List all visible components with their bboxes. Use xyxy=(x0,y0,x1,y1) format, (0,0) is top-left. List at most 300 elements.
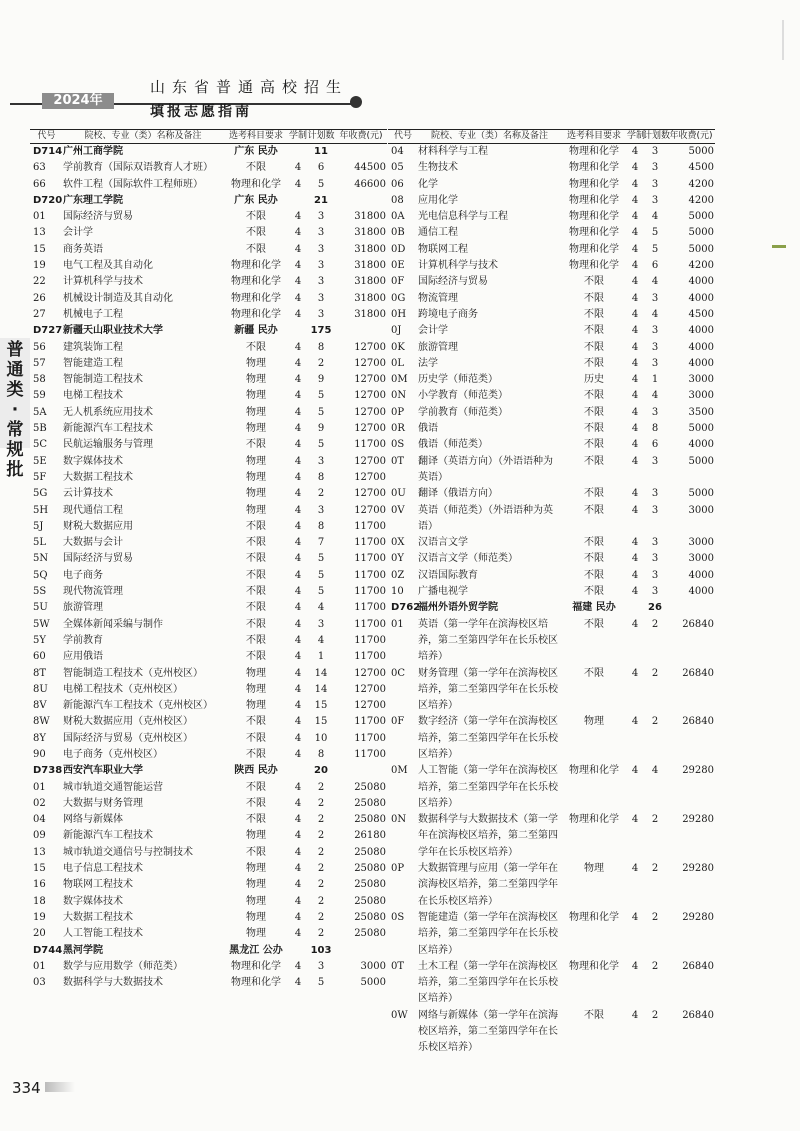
cell-years: 4 xyxy=(294,569,302,581)
cell-name: 会计学 xyxy=(418,325,448,337)
cell-req: 不限 xyxy=(246,211,266,223)
cell-code: 01 xyxy=(33,960,46,972)
cell-name: 计算机科学与技术 xyxy=(63,276,143,288)
cell-years: 4 xyxy=(294,977,302,989)
side-label: 普通类·常规批 xyxy=(6,340,24,480)
cell-code: D738 xyxy=(33,765,63,777)
table-row xyxy=(30,812,387,828)
cell-fee xyxy=(335,943,387,959)
cell-req: 不限 xyxy=(584,341,604,353)
cell-plan: 3 xyxy=(651,162,659,174)
cell-code: 0N xyxy=(391,390,407,402)
cell-req: 物理和化学 xyxy=(569,960,619,972)
cell-name: 计算机科学与技术 xyxy=(418,260,498,272)
cell-name: 新能源汽车工程技术 xyxy=(63,423,153,435)
cell-code: 13 xyxy=(33,846,46,858)
cell-plan: 4 xyxy=(317,634,325,646)
cell-years: 4 xyxy=(631,488,639,500)
cell-plan: 3 xyxy=(651,341,659,353)
cell-fee: 12700 xyxy=(354,423,386,435)
cell-name: 数字媒体技术 xyxy=(63,895,123,907)
cell-years: 4 xyxy=(631,243,639,255)
cell-req: 物理 xyxy=(246,374,266,386)
table-row xyxy=(388,225,715,241)
cell-fee: 5000 xyxy=(688,488,714,500)
table-row xyxy=(30,551,387,567)
cell-plan: 14 xyxy=(314,667,328,679)
cell-req: 广东 民办 xyxy=(234,146,278,157)
cell-req: 物理 xyxy=(246,471,266,483)
cell-fee: 5000 xyxy=(688,423,714,435)
cell-years: 4 xyxy=(294,504,302,516)
cell-name: 云计算技术 xyxy=(63,488,113,500)
cell-code: 01 xyxy=(391,618,404,630)
table-row xyxy=(30,242,387,258)
cell-plan: 3 xyxy=(651,504,659,516)
cell-req: 物理 xyxy=(246,683,266,695)
cell-plan: 3 xyxy=(651,146,659,157)
cell-req: 物理 xyxy=(246,423,266,435)
cell-years: 4 xyxy=(294,374,302,386)
table-row xyxy=(30,959,387,975)
cell-code: 5A xyxy=(33,406,47,418)
cell-code: 05 xyxy=(391,162,404,174)
institution-row xyxy=(30,144,387,161)
cell-name: 智能制造工程技术 xyxy=(63,374,143,386)
cell-plan: 3 xyxy=(317,260,325,272)
cell-fee: 25080 xyxy=(354,911,386,923)
table-row xyxy=(30,209,387,225)
table-row xyxy=(388,242,715,258)
cell-req: 不限 xyxy=(584,292,604,304)
cell-name: 电梯工程技术（克州校区） xyxy=(63,683,183,695)
cell-fee: 3500 xyxy=(688,406,714,418)
cell-req: 不限 xyxy=(246,341,266,353)
cell-name: 英语（师范类）（外语语种为英语） xyxy=(418,504,553,532)
cell-name: 汉语言文学 xyxy=(418,537,468,549)
table-row xyxy=(388,372,715,388)
cell-years: 4 xyxy=(631,211,639,223)
cell-name: 无人机系统应用技术 xyxy=(63,406,153,418)
cell-req: 不限 xyxy=(246,227,266,239)
table-row xyxy=(30,649,387,665)
cell-years: 4 xyxy=(294,537,302,549)
cell-code: 59 xyxy=(33,390,46,402)
cell-name: 电子商务（克州校区） xyxy=(63,748,163,760)
cell-plan: 20 xyxy=(314,765,328,777)
cell-fee: 4000 xyxy=(688,569,714,581)
cell-years: 4 xyxy=(631,325,639,337)
cell-code: 0S xyxy=(391,439,405,451)
cell-req: 不限 xyxy=(246,716,266,728)
table-row xyxy=(30,405,387,421)
table-row xyxy=(388,421,715,437)
cell-plan: 103 xyxy=(310,944,332,956)
cell-req: 不限 xyxy=(246,732,266,744)
cell-fee: 11700 xyxy=(354,586,386,598)
cell-name: 国际经济与贸易 xyxy=(63,211,133,223)
cell-years: 4 xyxy=(631,455,639,467)
cell-plan: 15 xyxy=(314,700,328,712)
cell-plan: 8 xyxy=(317,520,325,532)
cell-fee: 31800 xyxy=(354,276,386,288)
table-row xyxy=(30,828,387,844)
cell-fee: 11700 xyxy=(354,520,386,532)
cell-plan: 6 xyxy=(317,162,325,174)
cell-plan: 5 xyxy=(317,406,325,418)
table-row xyxy=(30,274,387,290)
cell-name: 机械电子工程 xyxy=(63,308,123,320)
cell-code: 57 xyxy=(33,357,46,369)
cell-years: 4 xyxy=(631,341,639,353)
cell-plan: 2 xyxy=(317,814,325,826)
cell-years: 4 xyxy=(631,814,639,826)
cell-req: 不限 xyxy=(584,618,604,630)
cell-fee: 11700 xyxy=(354,651,386,663)
table-row xyxy=(30,861,387,877)
cell-years: 4 xyxy=(294,700,302,712)
cell-years: 4 xyxy=(631,194,639,206)
table-row xyxy=(30,682,387,698)
th-plan: 计划数 xyxy=(643,130,667,144)
table-row xyxy=(388,910,715,959)
cell-name: 网络与新媒体（第一学年在滨海校区培养，第二至第四学年在长乐校区培养） xyxy=(418,1009,558,1054)
cell-name: 历史学（师范类） xyxy=(418,374,498,386)
cell-name: 学前教育 xyxy=(63,634,103,646)
cell-code: 8W xyxy=(33,716,50,728)
cell-fee: 4000 xyxy=(688,276,714,288)
cell-years: 4 xyxy=(631,911,639,923)
cell-req: 不限 xyxy=(584,308,604,320)
cell-req: 不限 xyxy=(246,602,266,614)
cell-code: 60 xyxy=(33,651,46,663)
margin-mark xyxy=(782,20,784,60)
cell-req: 不限 xyxy=(584,569,604,581)
cell-plan: 5 xyxy=(317,178,325,190)
cell-name: 城市轨道交通智能运营 xyxy=(63,781,163,793)
cell-fee: 3000 xyxy=(688,504,714,516)
cell-plan: 3 xyxy=(651,357,659,369)
cell-years: 4 xyxy=(294,846,302,858)
cell-fee: 5000 xyxy=(688,146,714,157)
table-row xyxy=(388,388,715,404)
cell-req: 不限 xyxy=(584,504,604,516)
cell-name: 新能源汽车工程技术 xyxy=(63,830,153,842)
cell-name: 民航运输服务与管理 xyxy=(63,439,153,451)
institution-row xyxy=(30,193,387,209)
cell-code: 5F xyxy=(33,471,47,483)
cell-years: 4 xyxy=(631,292,639,304)
cell-req: 不限 xyxy=(584,439,604,451)
cell-years: 4 xyxy=(294,748,302,760)
cell-plan: 3 xyxy=(651,537,659,549)
table-row xyxy=(30,160,387,176)
table-row xyxy=(30,486,387,502)
cell-fee: 12700 xyxy=(354,504,386,516)
cell-plan: 3 xyxy=(651,406,659,418)
cell-name: 智能建造（第一学年在滨海校区培养，第二至第四学年在长乐校区培养） xyxy=(418,911,558,956)
cell-years: 4 xyxy=(631,765,639,777)
cell-code: 0N xyxy=(391,814,407,826)
cell-fee: 26180 xyxy=(354,830,386,842)
cell-years: 4 xyxy=(631,178,639,190)
table-row xyxy=(30,747,387,763)
cell-fee: 12700 xyxy=(354,683,386,695)
cell-req: 不限 xyxy=(246,537,266,549)
cell-fee: 11700 xyxy=(354,537,386,549)
cell-name: 跨境电子商务 xyxy=(418,308,478,320)
cell-name: 旅游管理 xyxy=(63,602,103,614)
cell-req: 不限 xyxy=(584,357,604,369)
cell-name: 电子信息工程技术 xyxy=(63,863,143,875)
cell-fee: 26840 xyxy=(682,1009,714,1021)
cell-years: 4 xyxy=(294,928,302,940)
th-name: 院校、专业（类）名称及备注 xyxy=(63,130,223,144)
table-row xyxy=(30,877,387,893)
cell-code: 5E xyxy=(33,455,47,467)
cell-plan: 3 xyxy=(317,243,325,255)
table-row xyxy=(388,291,715,307)
cell-code: D744 xyxy=(33,944,63,956)
cell-req: 不限 xyxy=(584,423,604,435)
cell-years: 4 xyxy=(294,227,302,239)
cell-req: 物理和化学 xyxy=(569,243,619,255)
table-row xyxy=(30,731,387,747)
cell-name: 电梯工程技术 xyxy=(63,390,123,402)
cell-fee: 12700 xyxy=(354,700,386,712)
cell-code: 13 xyxy=(33,227,46,239)
cell-code: 10 xyxy=(391,586,404,598)
cell-req: 不限 xyxy=(584,390,604,402)
cell-fee: 3000 xyxy=(688,390,714,402)
cell-plan: 2 xyxy=(317,357,325,369)
table-row xyxy=(388,568,715,584)
cell-code: 8V xyxy=(33,700,47,712)
cell-name: 数字经济（第一学年在滨海校区培养，第二至第四学年在长乐校区培养） xyxy=(418,716,558,760)
cell-plan: 21 xyxy=(314,194,328,206)
th-years: 学制 xyxy=(627,130,643,144)
institution-row xyxy=(30,943,387,959)
table-row xyxy=(30,796,387,812)
cell-plan: 2 xyxy=(317,830,325,842)
cell-years: 4 xyxy=(294,683,302,695)
cell-fee: 11700 xyxy=(354,602,386,614)
cell-years: 4 xyxy=(294,586,302,598)
cell-plan: 10 xyxy=(314,732,328,744)
cell-fee: 3000 xyxy=(688,553,714,565)
cell-fee: 3000 xyxy=(688,537,714,549)
table-row xyxy=(30,698,387,714)
cell-req: 物理 xyxy=(246,700,266,712)
right-column xyxy=(388,129,715,1057)
table-row xyxy=(30,845,387,861)
cell-code: D720 xyxy=(33,194,63,206)
table-row xyxy=(30,519,387,535)
cell-years: 4 xyxy=(294,308,302,320)
cell-fee: 25080 xyxy=(354,895,386,907)
cell-fee: 11700 xyxy=(354,569,386,581)
table-row xyxy=(30,617,387,633)
table-row xyxy=(388,160,715,176)
cell-years: 4 xyxy=(294,276,302,288)
cell-plan: 1 xyxy=(651,374,659,386)
cell-req: 物理和化学 xyxy=(231,260,281,272)
cell-code: 22 xyxy=(33,276,46,288)
cell-plan: 9 xyxy=(317,423,325,435)
cell-req: 不限 xyxy=(584,586,604,598)
cell-plan: 3 xyxy=(651,586,659,598)
cell-req: 不限 xyxy=(246,814,266,826)
edge-tab-mark xyxy=(772,245,786,248)
cell-req: 物理 xyxy=(246,911,266,923)
cell-years: 4 xyxy=(294,162,302,174)
cell-years xyxy=(289,193,307,209)
cell-years: 4 xyxy=(294,602,302,614)
cell-code: 8U xyxy=(33,683,48,695)
cell-fee: 29280 xyxy=(682,814,714,826)
left-table xyxy=(30,129,387,991)
cell-plan: 1 xyxy=(317,651,325,663)
cell-plan: 2 xyxy=(317,928,325,940)
cell-fee xyxy=(335,144,387,161)
cell-plan: 5 xyxy=(317,569,325,581)
cell-plan: 4 xyxy=(317,602,325,614)
cell-req: 物理 xyxy=(246,488,266,500)
cell-plan: 3 xyxy=(651,178,659,190)
cell-name: 广东理工学院 xyxy=(63,194,123,206)
cell-req: 物理和化学 xyxy=(569,162,619,174)
th-code: 代号 xyxy=(30,130,63,144)
cell-code: 58 xyxy=(33,374,46,386)
cell-req: 物理 xyxy=(246,863,266,875)
cell-code: 90 xyxy=(33,748,46,760)
cell-years: 4 xyxy=(294,488,302,500)
cell-code: 0Y xyxy=(391,553,404,565)
table-row xyxy=(388,861,715,910)
cell-req: 物理和化学 xyxy=(569,227,619,239)
cell-name: 机械设计制造及其自动化 xyxy=(63,292,173,304)
cell-years: 4 xyxy=(294,357,302,369)
cell-name: 新疆天山职业技术大学 xyxy=(63,325,163,337)
cell-plan: 3 xyxy=(651,325,659,337)
cell-name: 通信工程 xyxy=(418,227,458,239)
cell-name: 广播电视学 xyxy=(418,586,468,598)
cell-fee: 12700 xyxy=(354,341,386,353)
cell-years: 4 xyxy=(294,960,302,972)
cell-code: 18 xyxy=(33,895,46,907)
cell-years: 4 xyxy=(631,863,639,875)
cell-req: 物理和化学 xyxy=(231,960,281,972)
table-row xyxy=(388,666,715,715)
table-row xyxy=(388,1008,715,1057)
cell-req: 新疆 民办 xyxy=(234,325,278,337)
cell-code: 15 xyxy=(33,863,46,875)
cell-years: 4 xyxy=(294,243,302,255)
left-column xyxy=(30,129,387,991)
cell-name: 翻译（英语方向）（外语语种为英语） xyxy=(418,455,553,483)
table-row xyxy=(30,780,387,796)
cell-years xyxy=(289,144,307,161)
table-row xyxy=(30,291,387,307)
cell-fee: 26840 xyxy=(682,618,714,630)
cell-fee: 11700 xyxy=(354,716,386,728)
table-row xyxy=(30,340,387,356)
cell-name: 物流管理 xyxy=(418,292,458,304)
cell-years: 4 xyxy=(631,618,639,630)
cell-fee: 12700 xyxy=(354,488,386,500)
cell-code: 0L xyxy=(391,357,405,369)
cell-fee: 3000 xyxy=(360,960,386,972)
cell-code: 5G xyxy=(33,488,48,500)
cell-plan: 4 xyxy=(651,308,659,320)
cell-years: 4 xyxy=(294,211,302,223)
cell-code: 0R xyxy=(391,423,405,435)
cell-plan: 7 xyxy=(317,537,325,549)
cell-fee: 26840 xyxy=(682,960,714,972)
cell-fee: 31800 xyxy=(354,308,386,320)
cell-plan: 6 xyxy=(651,260,659,272)
cell-years: 4 xyxy=(631,406,639,418)
cell-req: 不限 xyxy=(246,846,266,858)
cell-name: 法学 xyxy=(418,357,438,369)
cell-plan: 2 xyxy=(317,911,325,923)
cell-plan: 5 xyxy=(317,439,325,451)
cell-name: 应用化学 xyxy=(418,194,458,206)
cell-plan: 2 xyxy=(317,879,325,891)
table-row xyxy=(388,356,715,372)
cell-fee: 12700 xyxy=(354,374,386,386)
cell-years: 4 xyxy=(294,520,302,532)
cell-fee: 29280 xyxy=(682,765,714,777)
table-row xyxy=(388,763,715,812)
cell-code: 0T xyxy=(391,960,405,972)
cell-req: 物理 xyxy=(246,390,266,402)
cell-req: 陕西 民办 xyxy=(234,765,278,777)
cell-req: 不限 xyxy=(246,618,266,630)
cell-code: 19 xyxy=(33,260,46,272)
cell-plan: 2 xyxy=(651,1009,659,1021)
cell-fee: 5000 xyxy=(688,227,714,239)
cell-name: 英语（第一学年在滨海校区培养，第二至第四学年在长乐校区培养） xyxy=(418,618,558,663)
cell-years: 4 xyxy=(294,423,302,435)
table-row xyxy=(30,894,387,910)
table-row xyxy=(30,225,387,241)
cell-code: 0T xyxy=(391,455,405,467)
cell-fee: 11700 xyxy=(354,748,386,760)
cell-plan: 2 xyxy=(651,618,659,630)
header-title: 山东省普通高校招生 xyxy=(150,78,349,96)
cell-code: 0X xyxy=(391,537,405,549)
cell-name: 数字媒体技术 xyxy=(63,455,123,467)
cell-name: 现代物流管理 xyxy=(63,586,123,598)
cell-name: 福州外语外贸学院 xyxy=(418,602,498,614)
cell-req: 物理 xyxy=(246,928,266,940)
cell-req: 不限 xyxy=(584,553,604,565)
cell-name: 俄语 xyxy=(418,423,438,435)
cell-code: 5J xyxy=(33,520,44,532)
cell-req: 物理 xyxy=(246,406,266,418)
cell-name: 现代通信工程 xyxy=(63,504,123,516)
cell-fee: 25080 xyxy=(354,797,386,809)
cell-fee: 11700 xyxy=(354,634,386,646)
cell-req: 不限 xyxy=(246,797,266,809)
header-dot-icon xyxy=(350,96,362,108)
cell-fee: 4200 xyxy=(688,194,714,206)
cell-fee: 25080 xyxy=(354,781,386,793)
cell-name: 电气工程及其自动化 xyxy=(63,260,153,272)
cell-years: 4 xyxy=(631,162,639,174)
table-row xyxy=(388,437,715,453)
